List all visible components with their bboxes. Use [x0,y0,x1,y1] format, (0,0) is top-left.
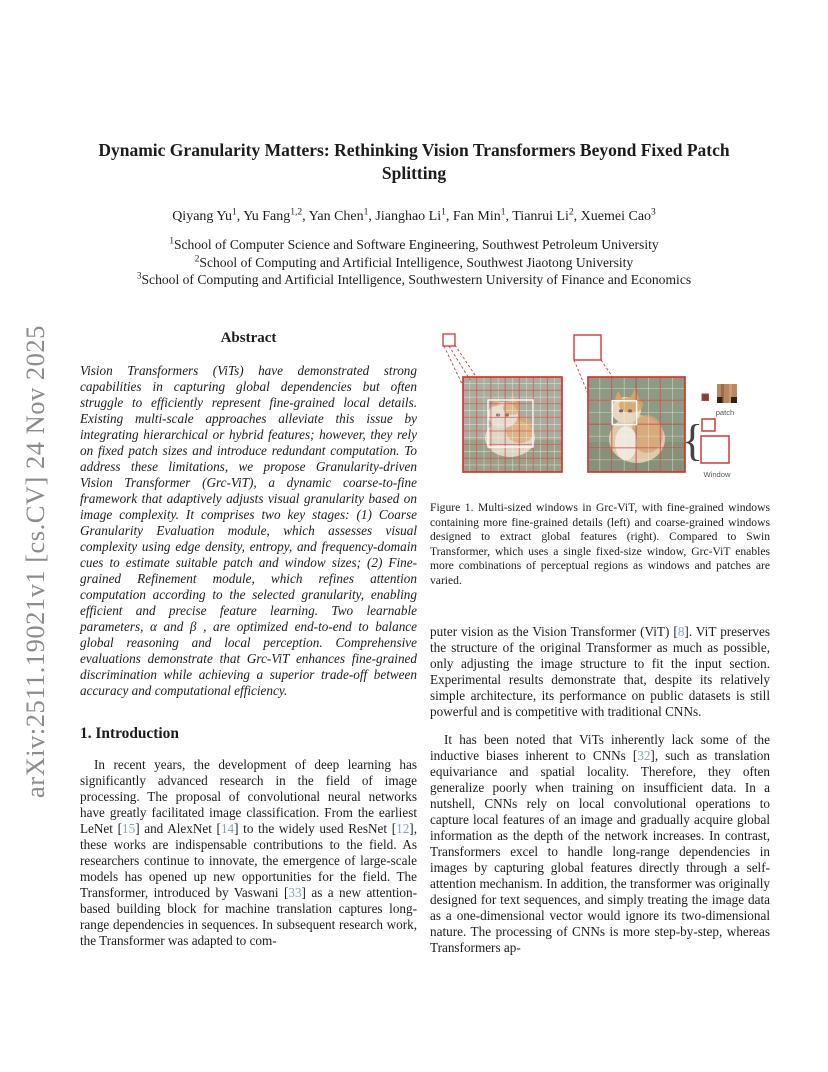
citation-link[interactable]: 12 [396,821,410,836]
affiliations-block [40,236,788,289]
citation-link[interactable]: 8 [677,624,685,639]
figure-legend [682,384,737,479]
figure-right-image [588,377,685,472]
patch-small-icon [702,394,709,401]
figure-left-image [463,377,562,472]
patch-photo-icon [717,384,737,403]
intro-paragraph-1: In recent years, the development of deep learning has significantly advanced research in the field of image processing. The proposal of convolutional neural networks have greatly facilitated image classification. From the earliest LeNet [15] and AlexNet [14] to the widely used ResNet [12], these works are indispensable contributions to the field. As researchers continue to innovate, the emergence of large-scale models has opened up new opportunities for the field. The Transformer, introduced by Vaswani [33] as a new attention-based building block for machine translation captures long-range dependencies in sequences. In subsequent research work, the Transformer was adapted to com- [80,757,417,948]
superscript: 3 [136,270,142,281]
arxiv-watermark: arXiv:2511.19021v1 [cs.CV] 24 Nov 2025 [20,325,50,799]
citation-link[interactable]: 33 [288,885,302,900]
section-heading-introduction: 1. Introduction [80,725,179,742]
superscript: 1 [363,207,369,218]
intro-paragraph-1-continued: puter vision as the Vision Transformer (ViT) [8]. ViT preserves the structure of the original Transformer as much as possible, only adjusting the image structure to fit the input section. Experimental results demonstrate that, despite its relatively simple architecture, its performance on public datasets is still powerful and is competitive with traditional CNNs. [430,624,770,719]
right-window-zoom-square [574,335,601,360]
affiliation-line-2: $^2$School of Computing and Artificial Intelligence, Southwest Jiaotong University [194,253,634,270]
author-line: Qiyang Yu$^1$, Yu Fang$^{1,2}$, Yan Chen$^1$, Jianghao Li$^1$, Fan Min$^1$, Tianrui Li$^2$, Xuemei Cao$^3$ [172,207,656,224]
window-large-icon [701,436,729,463]
affiliation-line-1: $^1$School of Computer Science and Software Engineering, Southwest Petroleum University [169,235,659,252]
citation-link[interactable]: 15 [122,821,136,836]
superscript: 3 [651,207,656,218]
superscript: 2 [194,253,200,264]
figure-caption: Figure 1. Multi-sized windows in Grc-ViT, with fine-grained windows containing more fine-grained details (left) and coarse-grained windows designed to extract global features (right). Compared to Swin Transformer, which uses a single fixed-size window, Grc-ViT enables more combinations of perceptual regions as windows and patches are varied. [430,501,770,587]
left-column [80,330,417,949]
superscript: 1 [169,235,174,246]
affiliation-line-3: $^3$School of Computing and Artificial Intelligence, Southwestern University of Finance and Economics [136,270,692,288]
citation-link[interactable]: 14 [220,821,235,836]
left-window-zoom-square [443,334,455,346]
right-column [430,322,770,956]
superscript: 1 [441,207,446,218]
abstract-text: Vision Transformers (ViTs) have demonstrated strong capabilities in capturing global dependencies but often struggle to efficiently represent fine-grained local details. Existing multi-scale approaches alleviate this issue by integrating hierarchical or hybrid features; however, they rely on fixed patch sizes and introduce redundant computation. To address these limitations, we propose Granularity-driven Vision Transformer (Grc-ViT), a dynamic coarse-to-fine framework that adaptively adjusts visual granularity based on image complexity. It comprises two key stages: (1) Coarse Granularity Evaluation module, which assesses visual complexity using edge density, entropy, and frequency-domain cues to estimate suitable patch and window sizes; (2) Fine-grained Refinement module, which refines attention computation according to the selected granularity, enabling efficient and precise feature learning. Two learnable parameters, α and β , are optimized end-to-end to balance global reasoning and local perception. Comprehensive evaluations demonstrate that Grc-ViT enhances fine-grained discrimination while achieving a superior trade-off between accuracy and computational efficiency. [80,363,417,698]
citation-link[interactable]: 32 [637,748,651,763]
paper-title: Dynamic Granularity Matters: Rethinking Vision Transformers Beyond Fixed Patch Splitting [98,140,730,183]
window-small-icon [702,419,715,431]
superscript: 2 [568,207,574,218]
patch-label: patch [715,408,735,417]
window-label: Window [703,470,731,479]
abstract-heading: Abstract [220,330,277,346]
intro-paragraph-2: It has been noted that ViTs inherently lack some of the inductive biases inherent to CNNs [32], such as translation equivariance and spatial locality. Therefore, they often generalize poorly when training on insufficient data. In a nutshell, CNNs rely on local convolutional operations to capture local features of an image and gradually acquire global information as the depth of the network increases. In contrast, Transformers excel to handle long-range dependencies in images by capturing global features directly through a self-attention mechanism. In addition, the transformer was originally designed for text sequences, and simply treating the image data as a one-dimensional vector would ignore its two-dimensional nature. The processing of CNNs is more step-by-step, whereas Transformers ap- [430,732,770,955]
brace-glyph: { [682,416,704,465]
figure-1 [430,322,770,494]
superscript: 1 [231,207,237,218]
superscript: 1,2 [290,207,303,218]
superscript: 1 [500,207,506,218]
